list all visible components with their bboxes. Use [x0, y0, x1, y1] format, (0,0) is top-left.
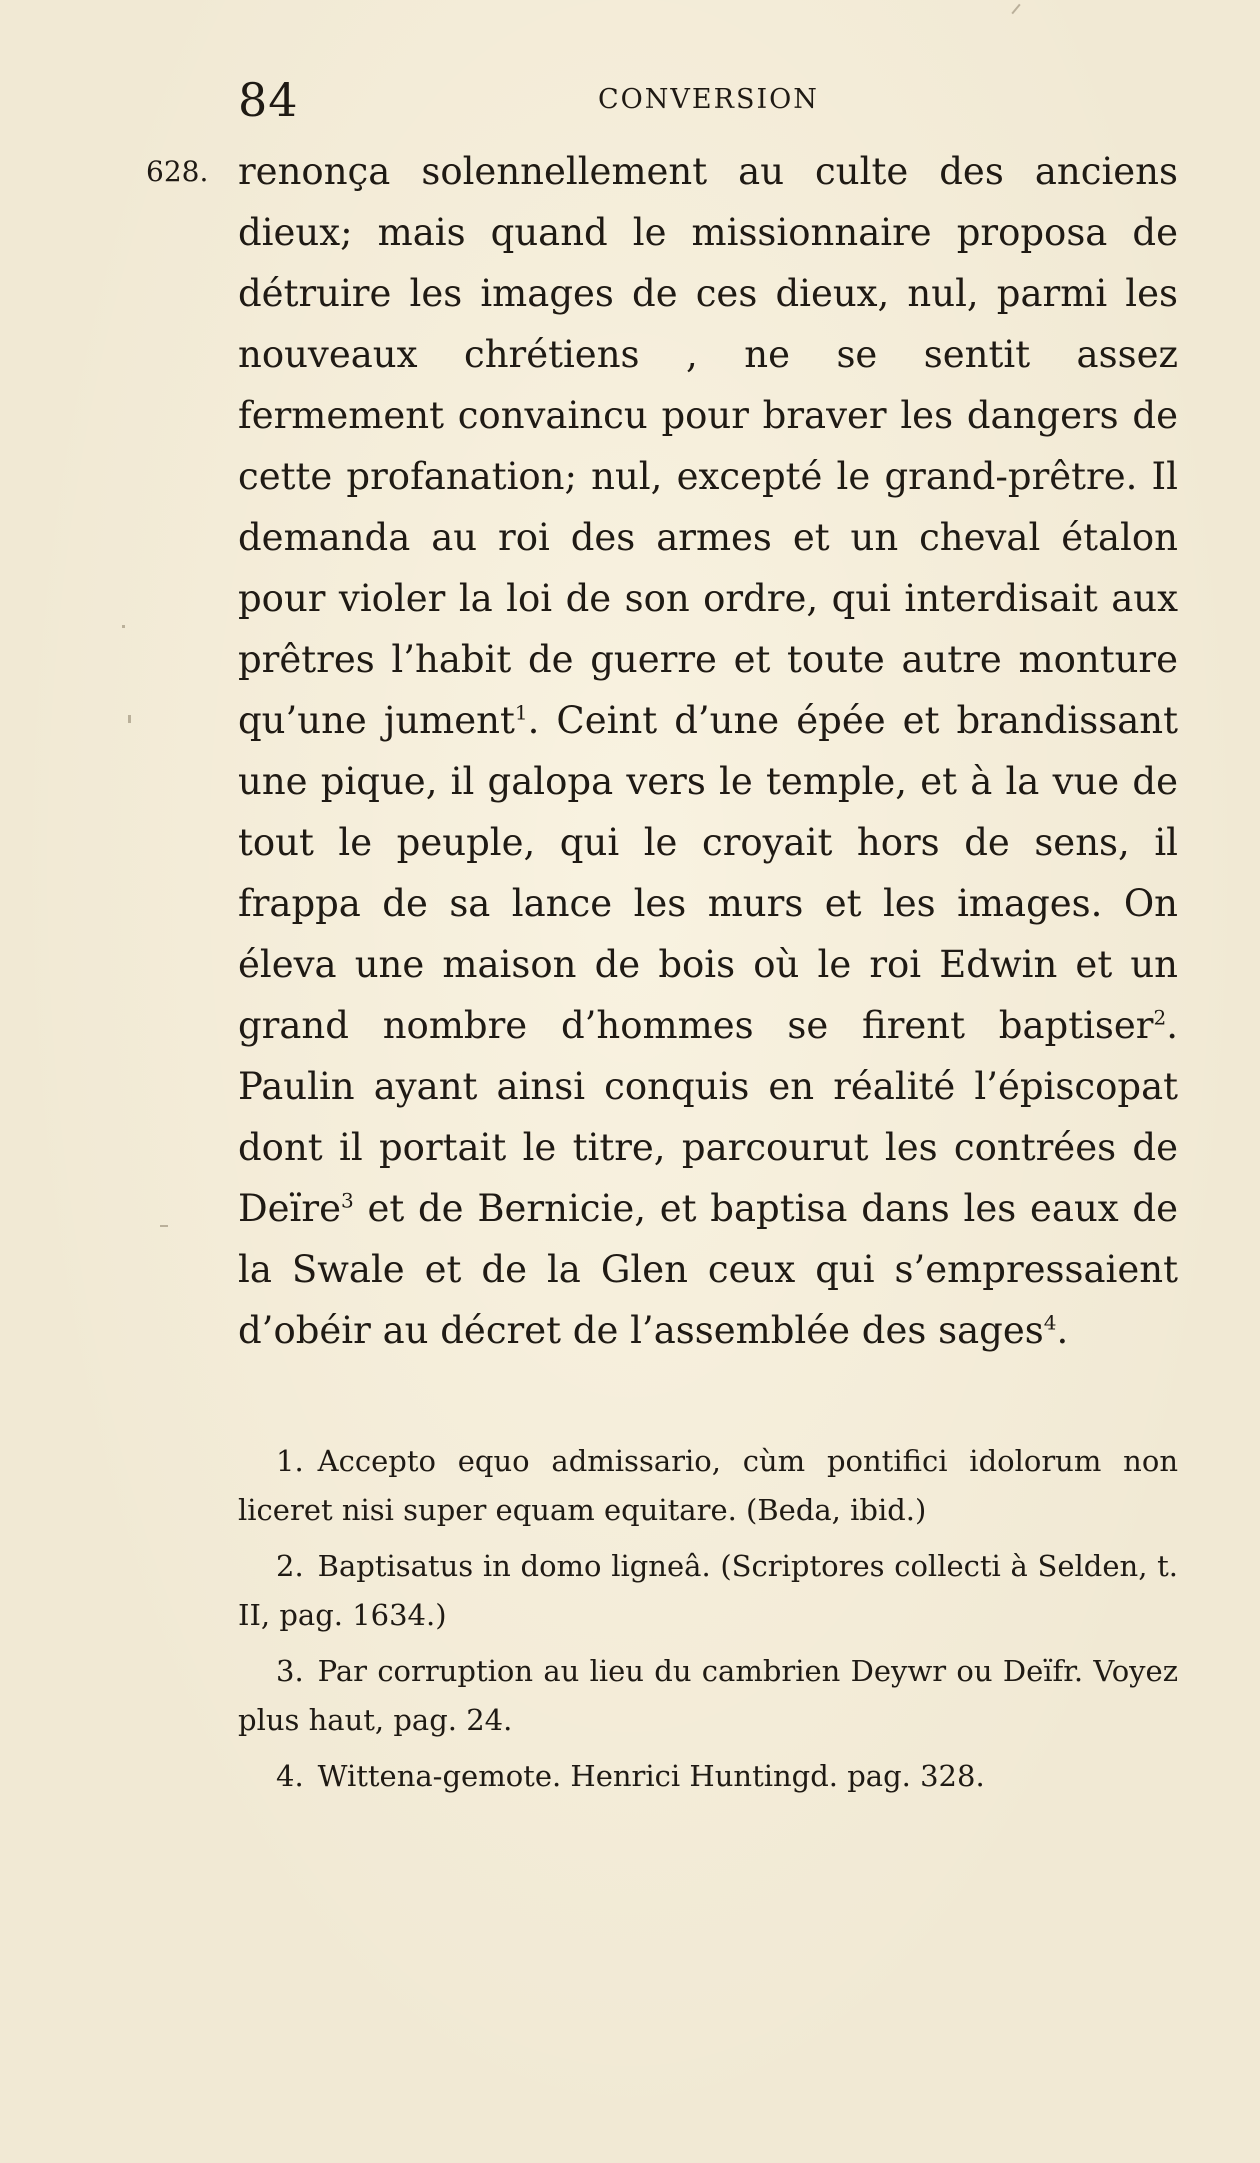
body-paragraph: [238, 141, 1178, 1361]
footnote-text: Accepto equo admissario, cùm pontifici idolorum non liceret nisi super equam equitare. (Beda, ibid.): [238, 1444, 1178, 1527]
footnote-text: Wittena-gemote. Henrici Huntingd. pag. 328.: [317, 1759, 985, 1793]
paper-fleck: [160, 1225, 168, 1227]
footnote: [238, 1647, 1178, 1745]
margin-year: 628.: [146, 155, 209, 188]
paper-fleck: [1011, 4, 1020, 14]
footnote: [238, 1437, 1178, 1535]
footnote-ref-2: 2: [1153, 1005, 1167, 1030]
footnote-text: Baptisatus in domo ligneâ. (Scriptores collecti à Selden, t. II, pag. 1634.): [238, 1549, 1178, 1632]
footnote-number: 4.: [276, 1759, 304, 1793]
footnote: [238, 1752, 1178, 1801]
footnote: [238, 1542, 1178, 1640]
footnote-ref-3: 3: [340, 1188, 354, 1213]
footnote-ref-4: 4: [1043, 1310, 1057, 1335]
running-head-title: CONVERSION: [598, 84, 819, 115]
body-text-part: .: [1056, 1309, 1069, 1352]
footnote-number: 3.: [276, 1654, 304, 1688]
paper-fleck: [122, 625, 125, 628]
footnote-number: 2.: [276, 1549, 304, 1583]
footnotes: [238, 1437, 1178, 1808]
body-text-part: . Ceint d’une épée et brandissant une pique, il galopa vers le temple, et à la vue de tout le peuple, qui le croyait hors de sens, il frappa de sa lance les murs et les images. On éleva une maison de bois où le roi Edwin et un grand nombre d’hommes se firent baptiser: [238, 699, 1179, 1047]
running-head: [238, 70, 1168, 130]
body-text-part: et de Bernicie, et baptisa dans les eaux de la Swale et de la Glen ceux qui s’empressaient d’obéir au décret de l’assemblée des sages: [238, 1187, 1178, 1352]
body-text-part: renonça solennellement au culte des anciens dieux; mais quand le missionnaire proposa de détruire les images de ces dieux, nul, parmi les nouveaux chrétiens , ne se sentit assez fermement convaincu pour braver les dangers de cette profanation; nul, excepté le grand-prêtre. Il demanda au roi des armes et un cheval étalon pour violer la loi de son ordre, qui interdisait aux prêtres l’habit de guerre et toute autre monture qu’une jument: [238, 150, 1178, 742]
footnote-number: 1.: [276, 1444, 304, 1478]
page-number: 84: [238, 73, 299, 127]
paper-fleck: [128, 715, 131, 723]
body-text-part: . Paulin ayant ainsi conquis en réalité l’épiscopat dont il portait le titre, parcourut les contrées de Deïre: [238, 1004, 1178, 1230]
footnote-ref-1: 1: [514, 700, 528, 725]
footnote-text: Par corruption au lieu du cambrien Deywr ou Deïfr. Voyez plus haut, pag. 24.: [238, 1654, 1178, 1737]
